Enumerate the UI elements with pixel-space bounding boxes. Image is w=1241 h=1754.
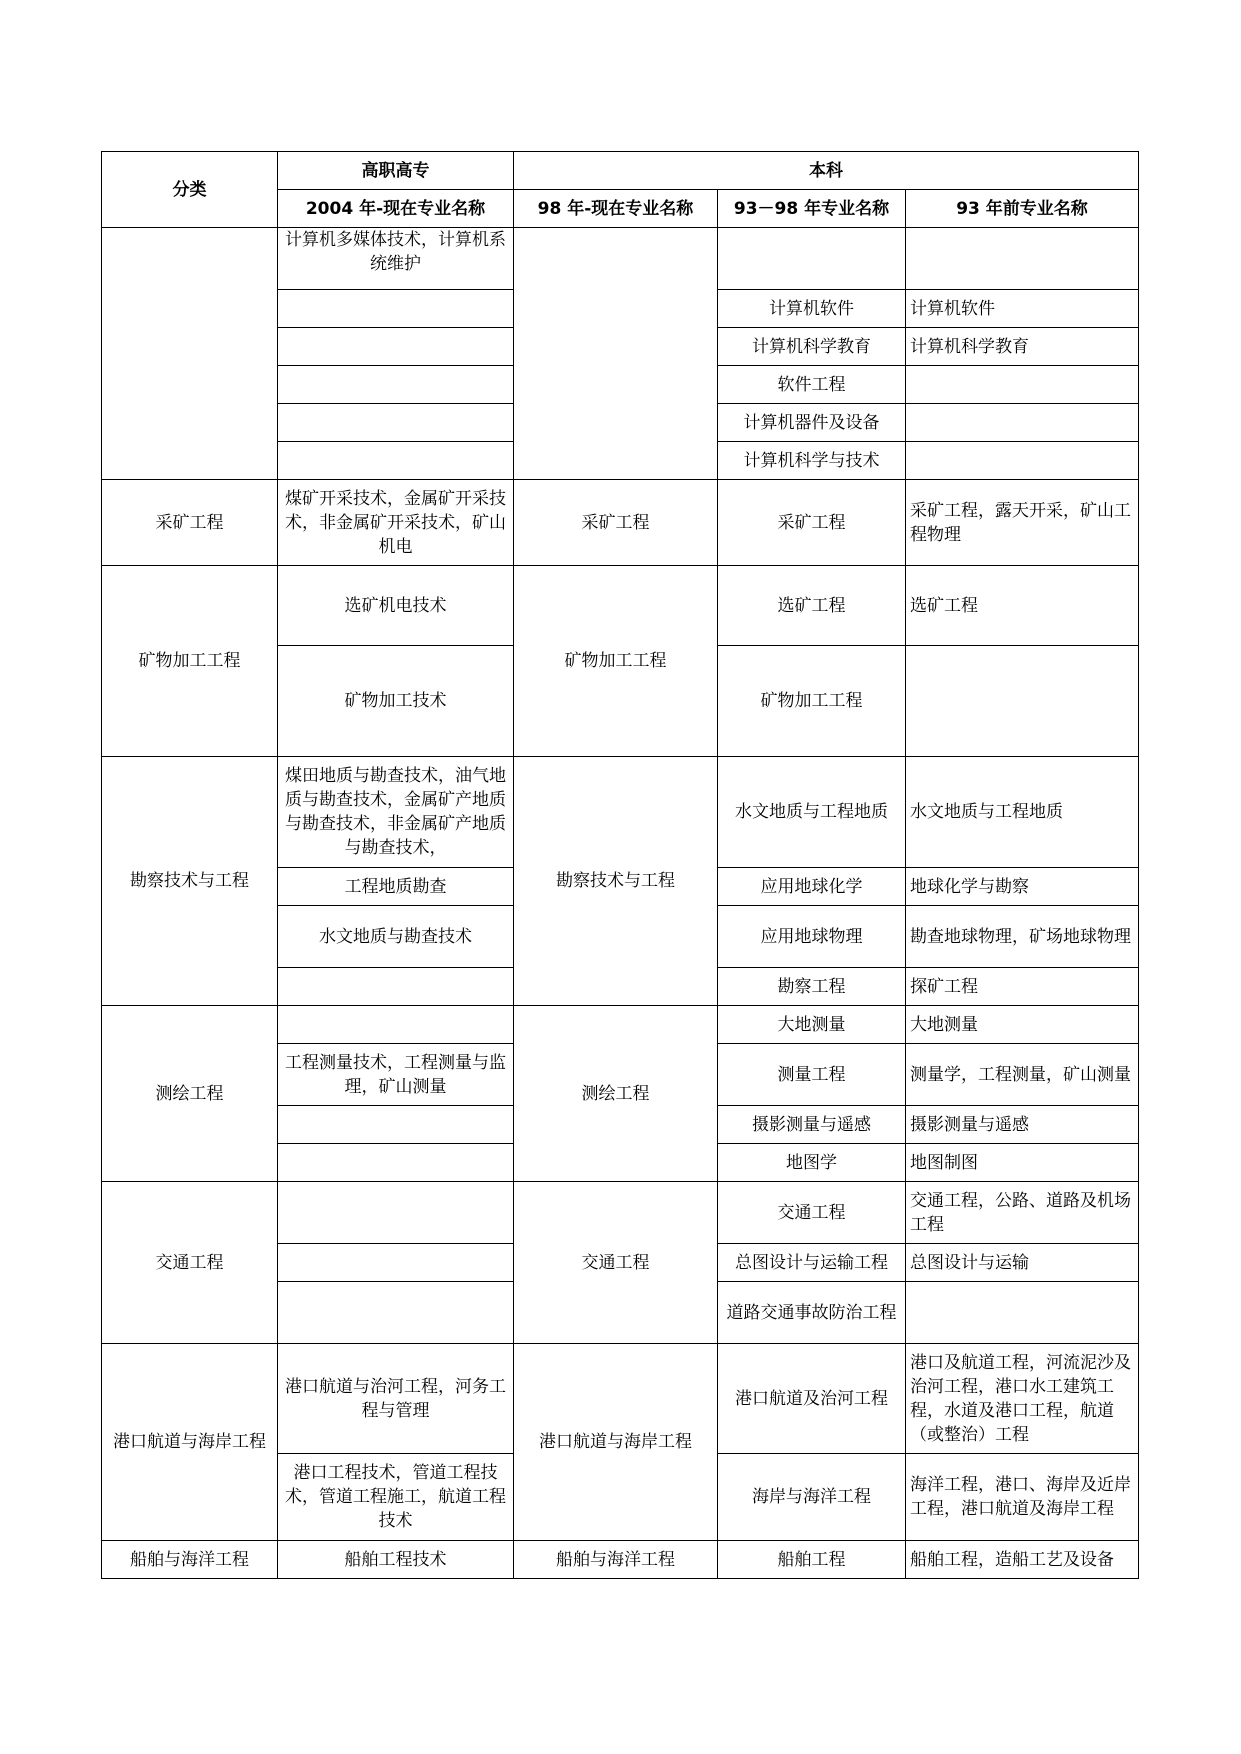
table-cell: 工程测量技术，工程测量与监理，矿山测量 (278, 1044, 514, 1106)
header-col-93-98: 93－98 年专业名称 (718, 190, 906, 228)
table-cell: 勘察工程 (718, 968, 906, 1006)
table-cell (278, 442, 514, 480)
table-cell: 道路交通事故防治工程 (718, 1282, 906, 1344)
table-cell: 大地测量 (718, 1006, 906, 1044)
table-cell: 摄影测量与遥感 (906, 1106, 1139, 1144)
table-cell: 水文地质与工程地质 (906, 757, 1139, 868)
table-cell (906, 366, 1139, 404)
table-cell: 应用地球化学 (718, 868, 906, 906)
category-cell: 采矿工程 (102, 480, 278, 566)
table-cell: 港口航道及治河工程 (718, 1344, 906, 1454)
table-cell (102, 228, 278, 480)
table-cell: 水文地质与工程地质 (718, 757, 906, 868)
table-cell (278, 1006, 514, 1044)
header-vocational: 高职高专 (278, 152, 514, 190)
table-cell: 测量学，工程测量，矿山测量 (906, 1044, 1139, 1106)
category-cell: 测绘工程 (102, 1006, 278, 1182)
table-cell: 海岸与海洋工程 (718, 1454, 906, 1541)
table-cell: 应用地球物理 (718, 906, 906, 968)
table-cell: 港口及航道工程，河流泥沙及治河工程，港口水工建筑工程，水道及港口工程，航道（或整治）工程 (906, 1344, 1139, 1454)
table-cell (906, 442, 1139, 480)
header-col-pre93: 93 年前专业名称 (906, 190, 1139, 228)
table-cell (278, 1244, 514, 1282)
table-cell: 采矿工程，露天开采，矿山工程物理 (906, 480, 1139, 566)
table-cell: 计算机器件及设备 (718, 404, 906, 442)
category-cell: 港口航道与海岸工程 (102, 1344, 278, 1541)
table-cell (278, 1106, 514, 1144)
table-cell: 测量工程 (718, 1044, 906, 1106)
table-cell: 软件工程 (718, 366, 906, 404)
table-cell: 矿物加工工程 (718, 646, 906, 757)
table-cell: 采矿工程 (514, 480, 718, 566)
table-cell: 矿物加工工程 (514, 566, 718, 757)
table-cell (278, 404, 514, 442)
table-cell (514, 228, 718, 480)
table-cell (278, 1282, 514, 1344)
table-cell (906, 228, 1139, 290)
table-cell: 大地测量 (906, 1006, 1139, 1044)
table-cell: 船舶工程 (718, 1541, 906, 1579)
table-cell: 水文地质与勘查技术 (278, 906, 514, 968)
table-cell: 选矿工程 (906, 566, 1139, 646)
table-cell: 地图学 (718, 1144, 906, 1182)
table-cell (278, 968, 514, 1006)
table-cell: 摄影测量与遥感 (718, 1106, 906, 1144)
category-cell: 交通工程 (102, 1182, 278, 1344)
table-cell: 计算机软件 (718, 290, 906, 328)
table-cell: 交通工程 (718, 1182, 906, 1244)
header-category: 分类 (102, 152, 278, 228)
table-cell (278, 328, 514, 366)
category-cell: 船舶与海洋工程 (102, 1541, 278, 1579)
table-cell: 港口工程技术，管道工程技术，管道工程施工，航道工程技术 (278, 1454, 514, 1541)
table-cell (718, 228, 906, 290)
table-cell (906, 404, 1139, 442)
table-cell: 船舶工程技术 (278, 1541, 514, 1579)
table-cell: 勘察技术与工程 (514, 757, 718, 1006)
table-cell: 采矿工程 (718, 480, 906, 566)
table-cell: 船舶与海洋工程 (514, 1541, 718, 1579)
table-cell: 港口航道与治河工程，河务工程与管理 (278, 1344, 514, 1454)
category-cell: 勘察技术与工程 (102, 757, 278, 1006)
table-cell: 总图设计与运输 (906, 1244, 1139, 1282)
major-mapping-table (101, 151, 1139, 1579)
table-cell: 勘查地球物理，矿场地球物理 (906, 906, 1139, 968)
table-cell: 煤田地质与勘查技术，油气地质与勘查技术，金属矿产地质与勘查技术，非金属矿产地质与勘查技术， (278, 757, 514, 868)
header-undergrad: 本科 (514, 152, 1139, 190)
table-cell (278, 1144, 514, 1182)
table-cell: 选矿机电技术 (278, 566, 514, 646)
table-cell: 选矿工程 (718, 566, 906, 646)
table-cell: 计算机软件 (906, 290, 1139, 328)
table-cell (278, 366, 514, 404)
table-cell: 港口航道与海岸工程 (514, 1344, 718, 1541)
table-cell: 地球化学与勘察 (906, 868, 1139, 906)
table-cell: 船舶工程，造船工艺及设备 (906, 1541, 1139, 1579)
table-cell: 计算机多媒体技术，计算机系统维护 (278, 228, 514, 290)
table-cell: 计算机科学教育 (906, 328, 1139, 366)
table-cell: 测绘工程 (514, 1006, 718, 1182)
table-cell: 工程地质勘查 (278, 868, 514, 906)
table-cell: 交通工程，公路、道路及机场工程 (906, 1182, 1139, 1244)
table-cell: 煤矿开采技术，金属矿开采技术，非金属矿开采技术，矿山机电 (278, 480, 514, 566)
category-cell: 矿物加工工程 (102, 566, 278, 757)
table-cell: 探矿工程 (906, 968, 1139, 1006)
table-cell (278, 290, 514, 328)
table-cell (278, 1182, 514, 1244)
table-cell: 计算机科学与技术 (718, 442, 906, 480)
table-cell: 地图制图 (906, 1144, 1139, 1182)
table-cell (906, 646, 1139, 757)
table-cell: 海洋工程，港口、海岸及近岸工程，港口航道及海岸工程 (906, 1454, 1139, 1541)
table-cell (906, 1282, 1139, 1344)
table-cell: 交通工程 (514, 1182, 718, 1344)
header-col-98: 98 年-现在专业名称 (514, 190, 718, 228)
header-col-2004: 2004 年-现在专业名称 (278, 190, 514, 228)
table-cell: 矿物加工技术 (278, 646, 514, 757)
table-cell: 计算机科学教育 (718, 328, 906, 366)
table-cell: 总图设计与运输工程 (718, 1244, 906, 1282)
